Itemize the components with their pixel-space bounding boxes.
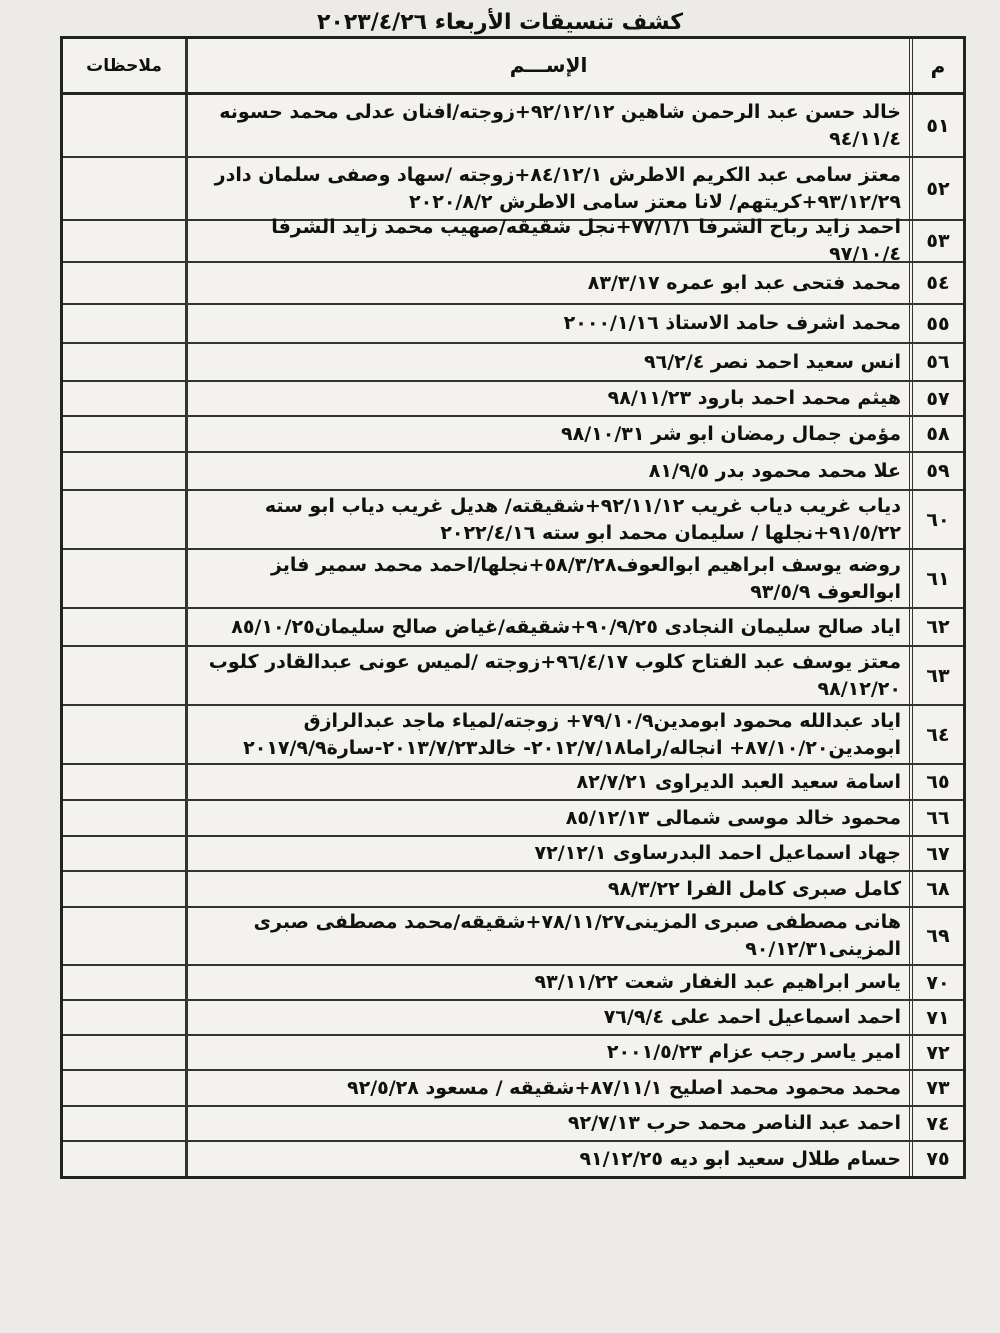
row-number: ٥٣ (909, 221, 963, 261)
table-row (63, 801, 963, 837)
row-name: محمد محمود محمد اصليح ٨٧/١١/١+شقيقه / مسعود ٩٢/٥/٢٨ (185, 1071, 909, 1105)
row-name: محمود خالد موسى شمالى ٨٥/١٢/١٣ (185, 801, 909, 835)
row-name: انس سعيد احمد نصر ٩٦/٢/٤ (185, 344, 909, 380)
row-notes (63, 1001, 185, 1034)
row-name: هيثم محمد احمد بارود ٩٨/١١/٢٣ (185, 382, 909, 415)
row-name: محمد اشرف حامد الاستاذ ٢٠٠٠/١/١٦ (185, 305, 909, 342)
table-row (63, 966, 963, 1001)
table-row (63, 417, 963, 453)
table-row (63, 908, 963, 966)
row-number: ٧٢ (909, 1036, 963, 1069)
row-number: ٥٤ (909, 263, 963, 303)
table-row (63, 609, 963, 647)
row-notes (63, 95, 185, 156)
row-number: ٧٣ (909, 1071, 963, 1105)
row-name: اياد عبدالله محمود ابومدين٧٩/١٠/٩+ زوجته/لمياء ماجد عبدالرازق ابومدين٨٧/١٠/٢٠+ انجاله/راما٢٠١٢/٧/١٨- خالد٢٠١٣/٧/٢٣-سارة٢٠١٧/٩/٩ (185, 706, 909, 763)
row-name: كامل صبرى كامل الفرا ٩٨/٣/٢٢ (185, 872, 909, 906)
row-notes (63, 872, 185, 906)
table-header (63, 39, 963, 95)
table-row (63, 305, 963, 344)
header-num: م (909, 39, 963, 92)
row-number: ٦٥ (909, 765, 963, 799)
table-row (63, 453, 963, 491)
table-row (63, 550, 963, 609)
row-number: ٧٥ (909, 1142, 963, 1176)
row-number: ٥٧ (909, 382, 963, 415)
row-number: ٦٤ (909, 706, 963, 763)
row-number: ٦٧ (909, 837, 963, 870)
row-number: ٦٨ (909, 872, 963, 906)
header-notes: ملاحظات (86, 55, 162, 76)
row-name: معتز سامى عبد الكريم الاطرش ٨٤/١٢/١+زوجته /سهاد وصفى سلمان دادر ٩٣/١٢/٢٩+كريتهم/ لانا معتز سامى الاطرش ٢٠٢٠/٨/٢ (185, 158, 909, 219)
table-row (63, 1142, 963, 1176)
row-number: ٧٠ (909, 966, 963, 999)
header-name: الإســـم (185, 39, 909, 92)
names-table (60, 36, 966, 1179)
row-notes (63, 1107, 185, 1140)
row-name: روضه يوسف ابراهيم ابوالعوف٥٨/٣/٢٨+نجلها/احمد محمد سمير فايز ابوالعوف ٩٣/٥/٩ (185, 550, 909, 607)
row-notes (63, 453, 185, 489)
row-notes (63, 966, 185, 999)
table-row (63, 491, 963, 550)
row-number: ٥٥ (909, 305, 963, 342)
table-row (63, 216, 963, 265)
row-name: احمد عبد الناصر محمد حرب ٩٢/٧/١٣ (185, 1107, 909, 1140)
row-notes (63, 765, 185, 799)
row-number: ٥٩ (909, 453, 963, 489)
table-row (63, 382, 963, 417)
row-name: علا محمد محمود بدر ٨١/٩/٥ (185, 453, 909, 489)
row-notes (63, 263, 185, 303)
row-notes (63, 1142, 185, 1176)
table-row (63, 344, 963, 382)
row-number: ٥٨ (909, 417, 963, 451)
table-row (63, 647, 963, 706)
row-notes (63, 158, 185, 219)
row-notes (63, 417, 185, 451)
table-row (63, 1071, 963, 1107)
row-notes (63, 382, 185, 415)
row-notes (63, 491, 185, 548)
table-row (63, 1036, 963, 1071)
row-number: ٦١ (909, 550, 963, 607)
row-notes (63, 609, 185, 645)
row-number: ٦٦ (909, 801, 963, 835)
row-notes (63, 1036, 185, 1069)
table-row (63, 1107, 963, 1142)
row-notes (63, 1071, 185, 1105)
row-name: احمد زايد رباح الشرفا ٧٧/١/١+نجل شقيقه/صهيب محمد زايد الشرفا ٩٧/١٠/٤ (185, 221, 909, 261)
table-row (63, 95, 963, 158)
row-number: ٧١ (909, 1001, 963, 1034)
row-notes (63, 305, 185, 342)
table-row (63, 263, 963, 305)
row-name: معتز يوسف عبد الفتاح كلوب ٩٦/٤/١٧+زوجته /لميس عونى عبدالقادر كلوب ٩٨/١٢/٢٠ (185, 647, 909, 704)
row-number: ٦٣ (909, 647, 963, 704)
table-body (63, 95, 963, 1176)
row-number: ٦٢ (909, 609, 963, 645)
table-row (63, 158, 963, 221)
row-name: جهاد اسماعيل احمد البدرساوى ٧٢/١٢/١ (185, 837, 909, 870)
row-notes (63, 837, 185, 870)
row-name: مؤمن جمال رمضان ابو شر ٩٨/١٠/٣١ (185, 417, 909, 451)
row-name: ياسر ابراهيم عبد الغفار شعت ٩٣/١١/٢٢ (185, 966, 909, 999)
row-number: ٥٢ (909, 158, 963, 219)
row-name: اسامة سعيد العبد الديراوى ٨٢/٧/٢١ (185, 765, 909, 799)
row-notes (63, 706, 185, 763)
row-notes (63, 647, 185, 704)
row-number: ٥٦ (909, 344, 963, 380)
table-row (63, 765, 963, 801)
row-notes (63, 801, 185, 835)
table-row (63, 706, 963, 765)
row-number: ٦٩ (909, 908, 963, 964)
table-row (63, 872, 963, 908)
row-number: ٧٤ (909, 1107, 963, 1140)
row-name: خالد حسن عبد الرحمن شاهين ٩٢/١٢/١٢+زوجته/افنان عدلى محمد حسونه ٩٤/١١/٤ (185, 95, 909, 156)
page-title: كشف تنسيقات الأربعاء ٢٠٢٣/٤/٢٦ (316, 10, 684, 35)
row-number: ٥١ (909, 95, 963, 156)
row-number: ٦٠ (909, 491, 963, 548)
row-name: اياد صالح سليمان النجادى ٩٠/٩/٢٥+شقيقه/غياض صالح سليمان٨٥/١٠/٢٥ (185, 609, 909, 645)
table-row (63, 837, 963, 872)
row-notes (63, 908, 185, 964)
row-notes (63, 344, 185, 380)
row-notes (63, 550, 185, 607)
row-name: امير ياسر رجب عزام ٢٠٠١/٥/٢٣ (185, 1036, 909, 1069)
row-notes (63, 221, 185, 261)
row-name: محمد فتحى عبد ابو عمره ٨٣/٣/١٧ (185, 263, 909, 303)
row-name: حسام طلال سعيد ابو ديه ٩١/١٢/٢٥ (185, 1142, 909, 1176)
row-name: هانى مصطفى صبرى المزينى٧٨/١١/٢٧+شقيقه/محمد مصطفى صبرى المزينى٩٠/١٢/٣١ (185, 908, 909, 964)
row-name: احمد اسماعيل احمد على ٧٦/٩/٤ (185, 1001, 909, 1034)
table-row (63, 1001, 963, 1036)
row-name: دياب غريب دياب غريب ٩٢/١١/١٢+شقيقته/ هديل غريب دياب ابو سته ٩١/٥/٢٢+نجلها / سليمان محمد ابو سته ٢٠٢٢/٤/١٦ (185, 491, 909, 548)
